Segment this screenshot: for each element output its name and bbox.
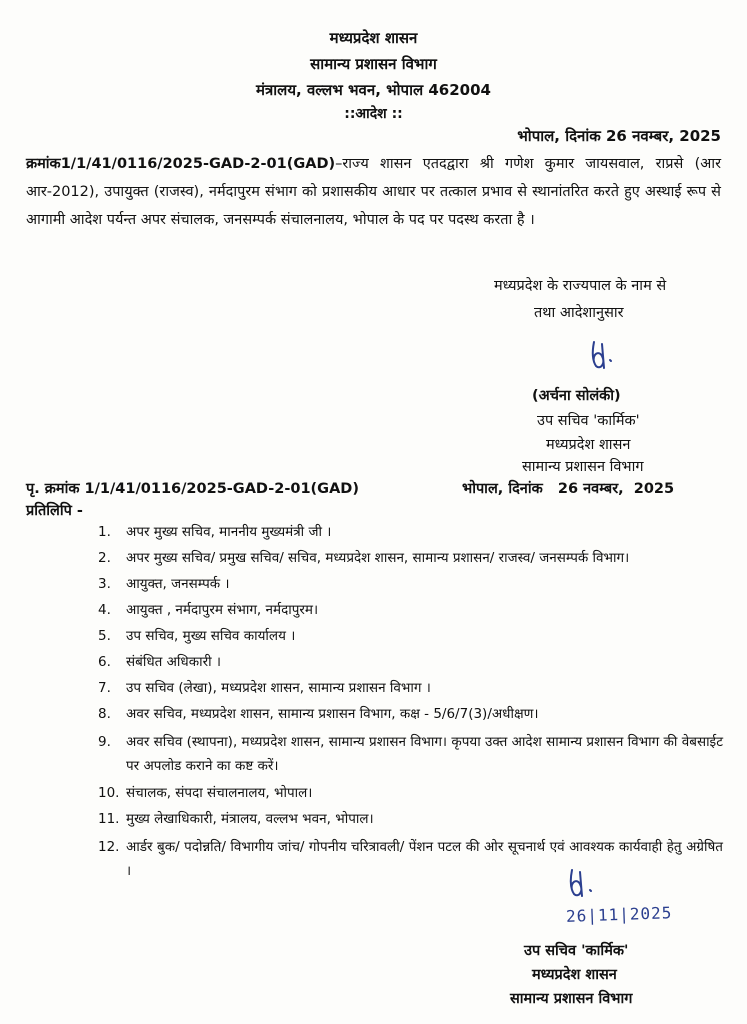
signatory-govt: मध्यप्रदेश शासन [546,437,631,453]
endorsement-date: भोपाल, दिनांक 26 नवम्बर, 2025 [462,481,675,497]
copy-to-label: प्रतिलिपि - [26,503,83,519]
list-item: 8. अवर सचिव, मध्यप्रदेश शासन, सामान्य प्रशासन विभाग, कक्ष - 5/6/7(3)/अधीक्षण। [98,706,539,722]
list-item: 7. उप सचिव (लेखा), मध्यप्रदेश शासन, सामान्य प्रशासन विभाग । [98,680,431,696]
order-number: क्रमांक1/1/41/0116/2025-GAD-2-01(GAD) [26,156,336,172]
copy-list [98,522,723,888]
header-address: मंत्रालय, वल्लभ भवन, भोपाल 462004 [256,81,491,99]
signature-mark-footer [566,866,606,902]
list-item: 6. संबंधित अधिकारी । [98,654,222,670]
signatory-designation: उप सचिव 'कार्मिक' [537,413,640,429]
list-item: 9. अवर सचिव (स्थापना), मध्यप्रदेश शासन, सामान्य प्रशासन विभाग। कृपया उक्त आदेश सामान्य प्रशासन विभाग की वेबसाईट पर अपलोड कराने का कष्ट करें। [98,734,723,774]
list-item: 10. संचालक, संपदा संचालनालय, भोपाल। [98,785,313,801]
list-item: 3. आयुक्त, जनसम्पर्क । [98,576,230,592]
footer-govt: मध्यप्रदेश शासन [532,967,617,983]
signatory-department: सामान्य प्रशासन विभाग [522,459,644,475]
order-date: भोपाल, दिनांक 26 नवम्बर, 2025 [517,127,721,145]
signatory-name: (अर्चना सोलंकी) [532,388,621,404]
handwritten-date: 26|11|2025 [565,903,673,926]
list-item: 11. मुख्य लेखाधिकारी, मंत्रालय, वल्लभ भवन, भोपाल। [98,811,374,827]
list-item: 2. अपर मुख्य सचिव/ प्रमुख सचिव/ सचिव, मध्यप्रदेश शासन, सामान्य प्रशासन/ राजस्व/ जनसम्पर्क विभाग। [98,550,630,566]
header-department: सामान्य प्रशासन विभाग [310,55,437,73]
endorsement-ref-number: पृ. क्रमांक 1/1/41/0116/2025-GAD-2-01(GAD) [26,481,359,497]
authority-line-2: तथा आदेशानुसार [534,305,624,321]
signature-mark [588,338,628,372]
order-body [26,150,721,234]
list-item: 1. अपर मुख्य सचिव, माननीय मुख्यमंत्री जी । [98,524,332,540]
list-item: 5. उप सचिव, मुख्य सचिव कार्यालय । [98,628,296,644]
header-order-title: ::आदेश :: [344,106,403,122]
order-text: –राज्य शासन एतदद्वारा श्री गणेश कुमार जायसवाल, राप्रसे (आर आर-2012), उपायुक्त (राजस्व), नर्मदापुरम संभाग को प्रशासकीय आधार पर तत्काल प्रभाव से स्थानांतरित करते हुए अस्थाई रूप से आगामी आदेश पर्यन्त अपर संचालक, जनसम्पर्क संचालनालय, भोपाल के पद पर पदस्थ करता है । [26,156,721,228]
footer-department: सामान्य प्रशासन विभाग [510,991,633,1007]
authority-line-1: मध्यप्रदेश के राज्यपाल के नाम से [494,278,667,294]
list-item: 12. आर्डर बुक/ पदोन्नति/ विभागीय जांच/ गोपनीय चरित्रावली/ पेंशन पटल की ओर सूचनार्थ एवं आवश्यक कार्यवाही हेतु अग्रेषित । [98,839,723,879]
header-government: मध्यप्रदेश शासन [329,29,418,47]
list-item: 4. आयुक्त , नर्मदापुरम संभाग, नर्मदापुरम। [98,602,319,618]
footer-designation: उप सचिव 'कार्मिक' [524,943,629,959]
